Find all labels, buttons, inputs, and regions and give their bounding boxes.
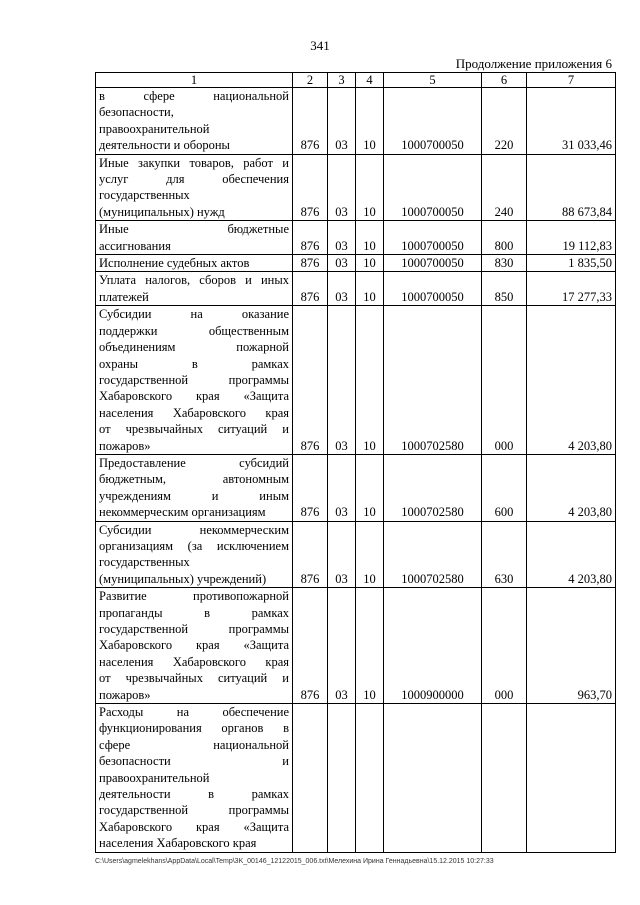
table-row <box>96 588 616 704</box>
row-name-cell <box>96 255 293 272</box>
table-row <box>96 154 616 221</box>
row-name-cell <box>96 588 293 704</box>
code-section-cell: 03 <box>328 272 356 306</box>
table-row <box>96 88 616 155</box>
code-subsection-cell <box>356 704 384 853</box>
row-name-line: организациям (за исключением <box>99 538 289 553</box>
code-section-cell <box>328 704 356 853</box>
amount-cell: 4 203,80 <box>527 454 616 521</box>
row-name-line: деятельности в рамках <box>99 787 289 802</box>
row-name-line: пропаганды в рамках <box>99 605 289 620</box>
table-row <box>96 306 616 455</box>
code-subsection-cell: 10 <box>356 521 384 588</box>
row-name-line: Исполнение судебных актов <box>99 256 250 271</box>
table-row <box>96 272 616 306</box>
code-target-cell: 1000900000 <box>384 588 482 704</box>
amount-cell: 4 203,80 <box>527 306 616 455</box>
amount-cell: 88 673,84 <box>527 154 616 221</box>
row-name-line: населения Хабаровского края <box>99 654 289 669</box>
code-target-cell: 1000700050 <box>384 221 482 255</box>
row-name-line: государственной программы <box>99 803 289 818</box>
row-name-line: Хабаровского края «Защита <box>99 638 289 653</box>
code-type-cell: 630 <box>482 521 527 588</box>
code-target-cell: 1000702580 <box>384 454 482 521</box>
row-name-cell <box>96 221 293 255</box>
code-subsection-cell: 10 <box>356 88 384 155</box>
row-name-line: Субсидии некоммерческим <box>99 522 289 537</box>
row-name-line: Предоставление субсидий <box>99 455 289 470</box>
row-name-line: государственной программы <box>99 622 289 636</box>
row-name-cell <box>96 704 293 853</box>
row-name-line: безопасности и <box>99 754 289 769</box>
column-header: 2 <box>293 73 328 88</box>
code-target-cell <box>384 704 482 853</box>
row-name-line: платежей <box>99 289 149 304</box>
row-name-line: от чрезвычайных ситуаций и <box>99 422 289 437</box>
code-subsection-cell: 10 <box>356 454 384 521</box>
code-section-cell: 03 <box>328 588 356 704</box>
code-section-cell: 03 <box>328 154 356 221</box>
row-name-line: функционирования органов в <box>99 721 289 736</box>
row-name-line: объединениям пожарной <box>99 340 289 355</box>
column-header: 5 <box>384 73 482 88</box>
table-row <box>96 454 616 521</box>
row-name-line: населения Хабаровского края <box>99 405 289 420</box>
row-name-line: (муниципальных) учреждений) <box>99 571 267 586</box>
code-type-cell: 000 <box>482 306 527 455</box>
code-section-cell: 03 <box>328 521 356 588</box>
row-name-cell <box>96 454 293 521</box>
row-name-cell <box>96 272 293 306</box>
amount-cell: 963,70 <box>527 588 616 704</box>
code-type-cell <box>482 704 527 853</box>
code-admin-cell: 876 <box>293 306 328 455</box>
row-name-line: населения Хабаровского края <box>99 836 257 851</box>
row-name-cell <box>96 154 293 221</box>
code-type-cell: 830 <box>482 255 527 272</box>
code-target-cell: 1000702580 <box>384 521 482 588</box>
amount-cell: 31 033,46 <box>527 88 616 155</box>
row-name-line: Уплата налогов, сборов и иных <box>99 273 289 288</box>
row-name-line: безопасности, <box>99 105 174 120</box>
code-target-cell: 1000700050 <box>384 255 482 272</box>
table-row <box>96 521 616 588</box>
row-name-line: правоохранительной <box>99 121 210 136</box>
row-name-line: поддержки общественным <box>99 323 289 338</box>
row-name-line: учреждениям и иным <box>99 488 289 503</box>
code-type-cell: 000 <box>482 588 527 704</box>
row-name-line: государственных <box>99 555 190 570</box>
code-admin-cell: 876 <box>293 521 328 588</box>
row-name-line: некоммерческим организациям <box>99 505 266 520</box>
code-section-cell: 03 <box>328 221 356 255</box>
row-name-line: охраны в рамках <box>99 356 289 371</box>
code-type-cell: 240 <box>482 154 527 221</box>
code-admin-cell: 876 <box>293 154 328 221</box>
amount-cell <box>527 704 616 853</box>
budget-table <box>95 72 616 853</box>
table-row <box>96 255 616 272</box>
row-name-line: бюджетным, автономным <box>99 472 289 487</box>
row-name-line: деятельности и обороны <box>99 138 230 153</box>
code-target-cell: 1000700050 <box>384 272 482 306</box>
code-admin-cell: 876 <box>293 221 328 255</box>
code-admin-cell: 876 <box>293 588 328 704</box>
amount-cell: 17 277,33 <box>527 272 616 306</box>
table-row <box>96 221 616 255</box>
column-header: 4 <box>356 73 384 88</box>
code-subsection-cell: 10 <box>356 272 384 306</box>
code-target-cell: 1000700050 <box>384 88 482 155</box>
column-header: 3 <box>328 73 356 88</box>
footer-path: C:\Users\agmelekhans\AppData\Local\Temp\3K_00146_12122015_006.txt\Мелехина Ирина Геннадьевна\15.12.2015 10:27:33 <box>95 858 494 865</box>
code-admin-cell: 876 <box>293 272 328 306</box>
row-name-line: в сфере национальной <box>99 89 289 103</box>
amount-cell: 19 112,83 <box>527 221 616 255</box>
column-header: 1 <box>96 73 293 88</box>
column-header: 7 <box>527 73 616 88</box>
row-name-line: ассигнования <box>99 238 171 253</box>
row-name-line: правоохранительной <box>99 770 210 785</box>
header-row <box>96 73 616 88</box>
row-name-line: Развитие противопожарной <box>99 589 289 604</box>
row-name-cell <box>96 521 293 588</box>
code-section-cell: 03 <box>328 454 356 521</box>
code-admin-cell: 876 <box>293 88 328 155</box>
code-type-cell: 600 <box>482 454 527 521</box>
table-row <box>96 704 616 853</box>
row-name-line: государственной программы <box>99 372 289 387</box>
code-admin-cell: 876 <box>293 255 328 272</box>
amount-cell: 4 203,80 <box>527 521 616 588</box>
code-section-cell: 03 <box>328 255 356 272</box>
page-number: 341 <box>310 38 330 53</box>
column-header: 6 <box>482 73 527 88</box>
row-name-line: Иные бюджетные <box>99 222 289 237</box>
row-name-cell <box>96 306 293 455</box>
row-name-cell <box>96 88 293 155</box>
code-section-cell: 03 <box>328 306 356 455</box>
code-subsection-cell: 10 <box>356 588 384 704</box>
code-subsection-cell: 10 <box>356 255 384 272</box>
code-subsection-cell: 10 <box>356 154 384 221</box>
row-name-line: Расходы на обеспечение <box>99 705 289 720</box>
code-target-cell: 1000702580 <box>384 306 482 455</box>
row-name-line: Хабаровского края «Защита <box>99 389 289 404</box>
amount-cell: 1 835,50 <box>527 255 616 272</box>
code-admin-cell: 876 <box>293 454 328 521</box>
code-admin-cell <box>293 704 328 853</box>
row-name-line: Хабаровского края «Защита <box>99 819 289 834</box>
row-name-line: Субсидии на оказание <box>99 307 289 322</box>
row-name-line: услуг для обеспечения <box>99 172 289 187</box>
code-type-cell: 850 <box>482 272 527 306</box>
continuation-note: Продолжение приложения 6 <box>455 56 612 71</box>
row-name-line: от чрезвычайных ситуаций и <box>99 671 289 686</box>
row-name-line: (муниципальных) нужд <box>99 204 225 219</box>
code-section-cell: 03 <box>328 88 356 155</box>
code-type-cell: 800 <box>482 221 527 255</box>
code-type-cell: 220 <box>482 88 527 155</box>
code-subsection-cell: 10 <box>356 221 384 255</box>
row-name-line: государственных <box>99 188 190 203</box>
code-subsection-cell: 10 <box>356 306 384 455</box>
row-name-line: пожаров» <box>99 687 151 702</box>
code-target-cell: 1000700050 <box>384 154 482 221</box>
row-name-line: пожаров» <box>99 438 151 453</box>
row-name-line: Иные закупки товаров, работ и <box>99 155 289 170</box>
row-name-line: сфере национальной <box>99 737 289 752</box>
